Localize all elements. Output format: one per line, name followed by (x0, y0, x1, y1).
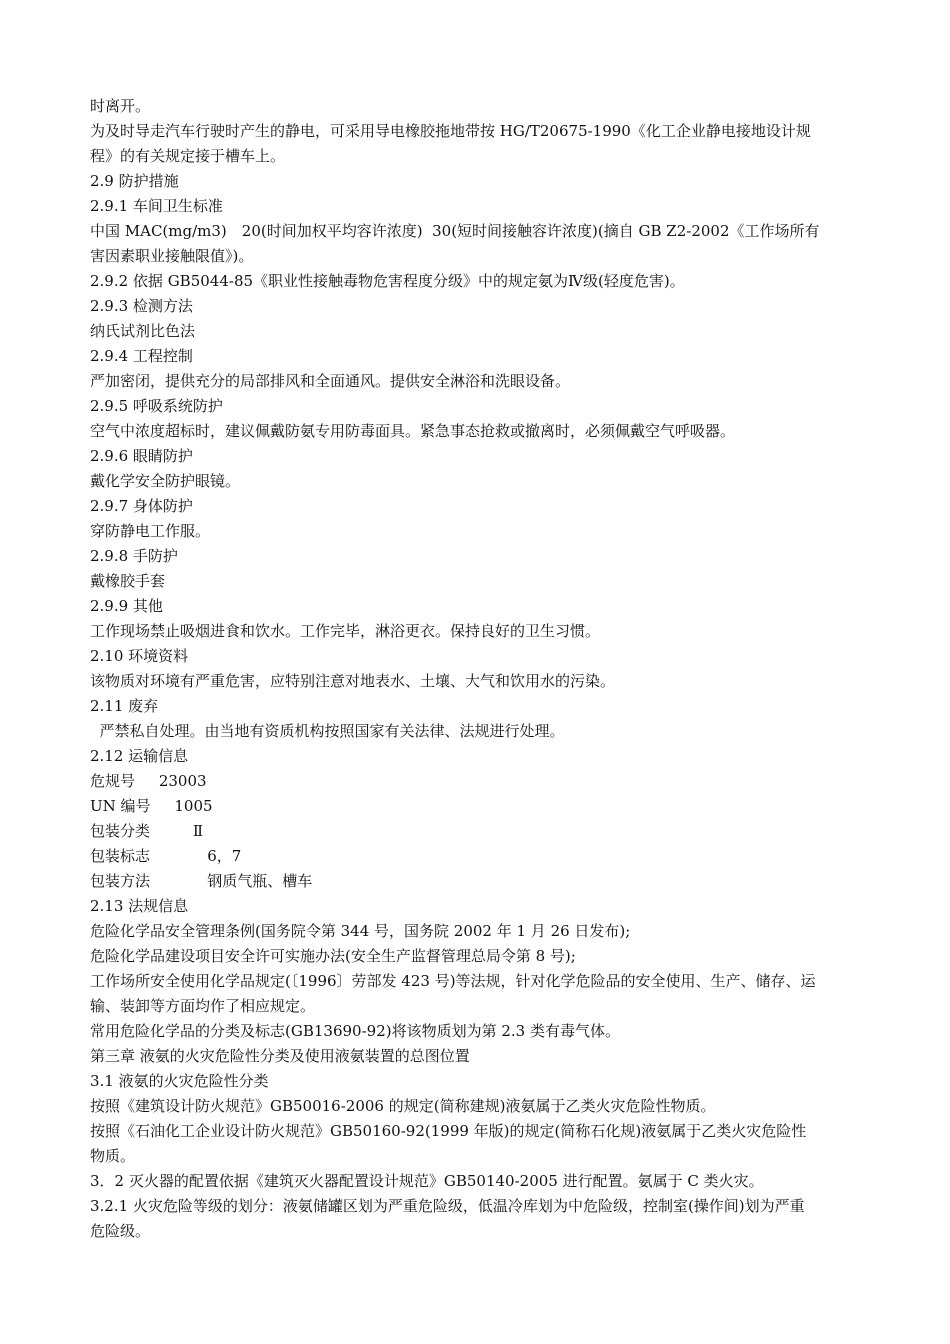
text-line: 2.9.2 依据 GB5044-85《职业性接触毒物危害程度分级》中的规定氨为Ⅳ级(轻度危害)。 (90, 272, 685, 290)
transport-row: 包装分类 Ⅱ (90, 822, 204, 840)
transport-row: 包装方法 钢质气瓶、槽车 (90, 872, 313, 890)
section-heading: 2.10 环境资料 (90, 647, 189, 665)
text-line: 程》的有关规定接于槽车上。 (90, 147, 286, 165)
text-line: 严加密闭，提供充分的局部排风和全面通风。提供安全淋浴和洗眼设备。 (90, 372, 571, 390)
text-line: 物质。 (90, 1147, 136, 1165)
text-line: 时离开。 (90, 97, 151, 115)
subsection-heading: 2.9.3 检测方法 (90, 297, 193, 315)
subsection-heading: 2.9.4 工程控制 (90, 347, 193, 365)
text-line: 3.2.1 火灾危险等级的划分：液氨储罐区划为严重危险级，低温冷库划为中危险级，控制室(操作间)划为严重 (90, 1197, 805, 1215)
text-line: 常用危险化学品的分类及标志(GB13690-92)将该物质划为第 2.3 类有毒气体。 (90, 1022, 620, 1040)
document-page (90, 94, 862, 1244)
text-line: 中国 MAC(mg/m3) 20(时间加权平均容许浓度) 30(短时间接触容许浓度)(摘自 GB Z2-2002《工作场所有 (90, 222, 820, 240)
text-line: 按照《建筑设计防火规范》GB50016-2006 的规定(简称建规)液氨属于乙类火灾危险性物质。 (90, 1097, 716, 1115)
text-line: 穿防静电工作服。 (90, 522, 211, 540)
subsection-heading: 2.9.6 眼睛防护 (90, 447, 193, 465)
text-line: 为及时导走汽车行驶时产生的静电，可采用导电橡胶拖地带按 HG/T20675-1990《化工企业静电接地设计规 (90, 122, 811, 140)
subsection-heading: 2.9.1 车间卫生标准 (90, 197, 223, 215)
subsection-heading: 2.9.9 其他 (90, 597, 163, 615)
text-line: 3．2 灭火器的配置依据《建筑灭火器配置设计规范》GB50140-2005 进行配置。氨属于 C 类火灾。 (90, 1172, 764, 1190)
transport-row: 包装标志 6，7 (90, 847, 242, 865)
text-line: 严禁私自处理。由当地有资质机构按照国家有关法律、法规进行处理。 (90, 722, 565, 740)
text-line: 戴橡胶手套 (90, 572, 166, 590)
text-line: 工作现场禁止吸烟进食和饮水。工作完毕，淋浴更衣。保持良好的卫生习惯。 (90, 622, 601, 640)
section-heading: 2.9 防护措施 (90, 172, 179, 190)
text-line: 危险化学品建设项目安全许可实施办法(安全生产监督管理总局令第 8 号); (90, 947, 576, 965)
section-heading: 2.11 废弃 (90, 697, 159, 715)
text-line: 纳氏试剂比色法 (90, 322, 196, 340)
text-line: 工作场所安全使用化学品规定(〔1996〕劳部发 423 号)等法规，针对化学危险品的安全使用、生产、储存、运 (90, 972, 816, 990)
text-line: 危险级。 (90, 1222, 151, 1240)
text-line: 按照《石油化工企业设计防火规范》GB50160-92(1999 年版)的规定(简称石化规)液氨属于乙类火灾危险性 (90, 1122, 807, 1140)
subsection-heading: 2.9.8 手防护 (90, 547, 178, 565)
section-heading: 3.1 液氨的火灾危险性分类 (90, 1072, 269, 1090)
transport-row: 危规号 23003 (90, 772, 207, 790)
section-heading: 2.13 法规信息 (90, 897, 189, 915)
text-line: 戴化学安全防护眼镜。 (90, 472, 241, 490)
text-line: 输、装卸等方面均作了相应规定。 (90, 997, 316, 1015)
transport-row: UN 编号 1005 (90, 797, 213, 815)
chapter-heading: 第三章 液氨的火灾危险性分类及使用液氨装置的总图位置 (90, 1047, 470, 1065)
section-heading: 2.12 运输信息 (90, 747, 189, 765)
text-line: 该物质对环境有严重危害，应特别注意对地表水、土壤、大气和饮用水的污染。 (90, 672, 616, 690)
subsection-heading: 2.9.5 呼吸系统防护 (90, 397, 223, 415)
text-line: 害因素职业接触限值》)。 (90, 247, 254, 265)
text-line: 空气中浓度超标时，建议佩戴防氨专用防毒面具。紧急事态抢救或撤离时，必须佩戴空气呼吸器。 (90, 422, 736, 440)
subsection-heading: 2.9.7 身体防护 (90, 497, 193, 515)
text-line: 危险化学品安全管理条例(国务院令第 344 号，国务院 2002 年 1 月 26 日发布); (90, 922, 631, 940)
